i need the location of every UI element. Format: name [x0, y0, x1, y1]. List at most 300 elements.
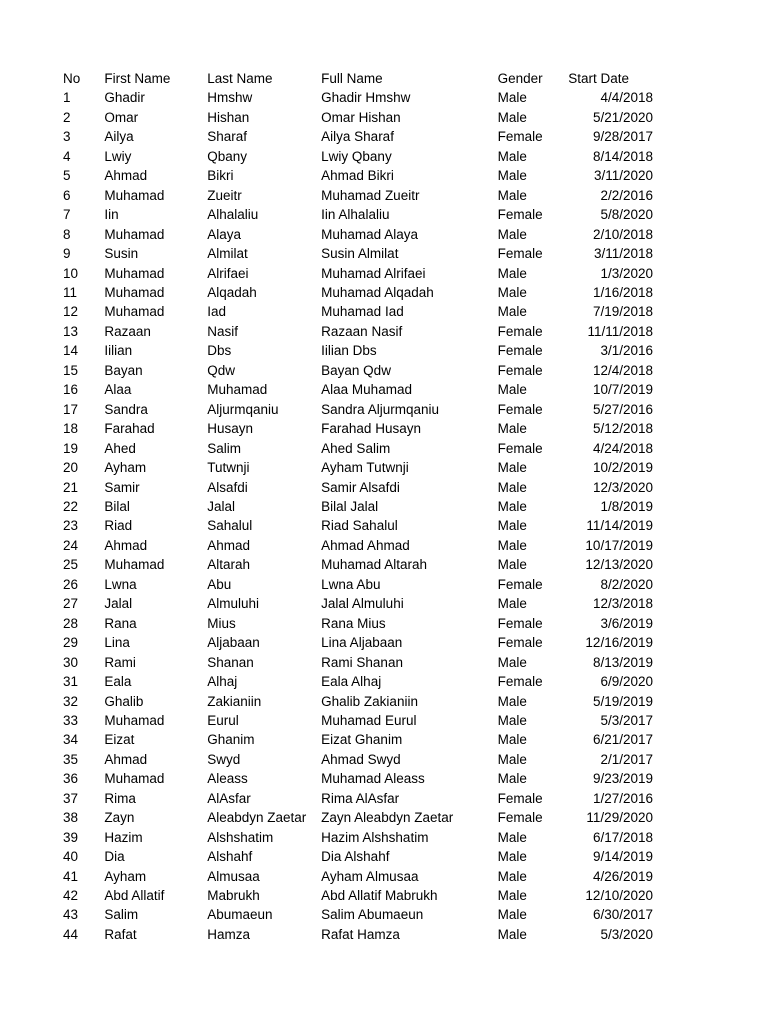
cell-last-name: Nasif — [207, 323, 238, 339]
cell-full-name: Riad Sahalul — [321, 518, 398, 534]
cell-no: 18 — [63, 421, 79, 437]
cell-no: 35 — [63, 751, 79, 767]
cell-first-name: Ailya — [104, 129, 134, 145]
table-row — [63, 575, 653, 594]
cell-full-name: Ailya Sharaf — [321, 129, 394, 145]
cell-first-name: Muhamad — [104, 187, 165, 203]
cell-full-name: Abd Allatif Mabrukh — [321, 888, 438, 904]
cell-no: 32 — [63, 693, 79, 709]
cell-last-name: Almilat — [207, 246, 248, 262]
table-row — [63, 205, 653, 224]
table-row — [63, 828, 653, 847]
cell-start-date: 2/1/2017 — [600, 751, 653, 767]
cell-first-name: Ahed — [104, 440, 136, 456]
cell-last-name: Alshahf — [207, 849, 253, 865]
cell-last-name: Mabrukh — [207, 888, 260, 904]
cell-no: 16 — [63, 382, 79, 398]
cell-first-name: Rami — [104, 654, 136, 670]
cell-gender: Male — [497, 518, 527, 534]
cell-first-name: Lwna — [104, 576, 137, 592]
table-row — [63, 905, 653, 924]
table-row — [63, 886, 653, 905]
cell-start-date: 10/17/2019 — [585, 537, 653, 553]
cell-start-date: 5/12/2018 — [592, 421, 653, 437]
cell-last-name: Husayn — [207, 421, 253, 437]
cell-no: 27 — [63, 596, 79, 612]
cell-first-name: Muhamad — [104, 557, 165, 573]
cell-first-name: Susin — [104, 246, 139, 262]
cell-start-date: 11/14/2019 — [586, 518, 653, 534]
cell-no: 17 — [63, 401, 79, 417]
cell-last-name: Alhaj — [207, 674, 238, 690]
cell-no: 39 — [63, 829, 79, 845]
cell-full-name: Lwiy Qbany — [321, 148, 392, 164]
cell-last-name: Hamza — [207, 926, 250, 942]
cell-full-name: Razaan Nasif — [321, 323, 403, 339]
cell-start-date: 5/3/2020 — [600, 926, 653, 942]
table-row — [63, 497, 653, 516]
table-row — [63, 419, 653, 438]
cell-full-name: Hazim Alshshatim — [321, 829, 429, 845]
table-row — [63, 808, 653, 827]
cell-first-name: Omar — [104, 109, 139, 125]
cell-first-name: Salim — [104, 907, 139, 923]
table-row — [63, 127, 653, 146]
cell-start-date: 8/2/2020 — [600, 576, 653, 592]
cell-last-name: Mius — [207, 615, 236, 631]
cell-start-date: 6/30/2017 — [592, 907, 653, 923]
cell-no: 23 — [63, 518, 79, 534]
cell-full-name: Muhamad Zueitr — [321, 187, 420, 203]
cell-gender: Male — [497, 751, 527, 767]
cell-no: 11 — [63, 284, 78, 300]
cell-no: 38 — [63, 810, 79, 826]
cell-first-name: Dia — [104, 849, 125, 865]
header-row — [63, 69, 653, 88]
header-last-name: Last Name — [207, 71, 273, 86]
table-row — [63, 341, 653, 360]
cell-first-name: Lwiy — [104, 148, 132, 164]
cell-first-name: Riad — [104, 518, 133, 534]
cell-full-name: Lwna Abu — [321, 576, 381, 592]
cell-no: 7 — [63, 207, 71, 223]
cell-first-name: Ayham — [104, 868, 147, 884]
cell-last-name: Jalal — [207, 498, 235, 514]
table-row — [63, 730, 653, 749]
cell-start-date: 11/29/2020 — [586, 810, 653, 826]
cell-no: 31 — [63, 674, 79, 690]
cell-last-name: Alaya — [207, 226, 241, 242]
table-row — [63, 536, 653, 555]
cell-no: 10 — [63, 265, 79, 281]
cell-last-name: Tutwnji — [207, 460, 250, 476]
table-row — [63, 847, 653, 866]
cell-first-name: Lina — [104, 635, 130, 651]
cell-gender: Female — [497, 615, 543, 631]
cell-full-name: Muhamad Eurul — [321, 712, 417, 728]
cell-first-name: Muhamad — [104, 226, 165, 242]
cell-full-name: Rana Mius — [321, 615, 386, 631]
cell-full-name: Muhamad Alqadah — [321, 284, 434, 300]
cell-full-name: Salim Abumaeun — [321, 907, 424, 923]
cell-gender: Female — [497, 207, 543, 223]
cell-gender: Male — [497, 926, 527, 942]
cell-full-name: Ahed Salim — [321, 440, 391, 456]
cell-last-name: Hmshw — [207, 90, 253, 106]
cell-full-name: Omar Hishan — [321, 109, 401, 125]
cell-gender: Female — [497, 790, 543, 806]
cell-start-date: 4/24/2018 — [592, 440, 653, 456]
cell-first-name: Jalal — [104, 596, 133, 612]
cell-last-name: AlAsfar — [207, 790, 251, 806]
cell-full-name: Iilian Dbs — [321, 343, 377, 359]
cell-first-name: Eizat — [104, 732, 135, 748]
cell-no: 3 — [63, 129, 71, 145]
cell-full-name: Samir Alsafdi — [321, 479, 400, 495]
cell-full-name: Muhamad Iad — [321, 304, 404, 320]
cell-first-name: Zayn — [104, 810, 135, 826]
cell-full-name: Ahmad Swyd — [321, 751, 401, 767]
table-row — [63, 633, 653, 652]
cell-full-name: Sandra Aljurmqaniu — [321, 401, 439, 417]
cell-start-date: 8/13/2019 — [592, 654, 653, 670]
cell-last-name: Alhalaliu — [207, 207, 259, 223]
cell-start-date: 2/2/2016 — [600, 187, 653, 203]
cell-first-name: Muhamad — [104, 304, 165, 320]
table-row — [63, 166, 653, 185]
cell-first-name: Alaa — [104, 382, 132, 398]
cell-no: 29 — [63, 635, 79, 651]
cell-full-name: Iin Alhalaliu — [321, 207, 390, 223]
table-row — [63, 711, 653, 730]
cell-last-name: Alsafdi — [207, 479, 248, 495]
cell-gender: Female — [497, 440, 543, 456]
cell-gender: Female — [497, 674, 543, 690]
cell-start-date: 8/14/2018 — [592, 148, 653, 164]
cell-gender: Female — [497, 129, 543, 145]
cell-first-name: Ghadir — [104, 90, 145, 106]
cell-full-name: Jalal Almuluhi — [321, 596, 404, 612]
cell-last-name: Altarah — [207, 557, 250, 573]
cell-start-date: 5/8/2020 — [600, 207, 653, 223]
cell-full-name: Bayan Qdw — [321, 362, 391, 378]
table-row — [63, 594, 653, 613]
cell-full-name: Alaa Muhamad — [321, 382, 412, 398]
cell-no: 6 — [63, 187, 71, 203]
cell-last-name: Aleabdyn Zaetar — [207, 810, 307, 826]
cell-full-name: Muhamad Aleass — [321, 771, 425, 787]
cell-full-name: Dia Alshahf — [321, 849, 390, 865]
cell-full-name: Eizat Ghanim — [321, 732, 403, 748]
cell-last-name: Almusaa — [207, 868, 260, 884]
cell-first-name: Rana — [104, 615, 137, 631]
table-row — [63, 925, 653, 944]
cell-first-name: Hazim — [104, 829, 143, 845]
cell-start-date: 2/10/2018 — [592, 226, 653, 242]
cell-no: 37 — [63, 790, 79, 806]
cell-full-name: Bilal Jalal — [321, 498, 379, 514]
cell-no: 20 — [63, 460, 79, 476]
cell-last-name: Aljurmqaniu — [207, 401, 279, 417]
cell-no: 36 — [63, 771, 79, 787]
cell-no: 42 — [63, 888, 79, 904]
cell-no: 9 — [63, 246, 71, 262]
table-row — [63, 322, 653, 341]
cell-first-name: Muhamad — [104, 284, 165, 300]
cell-gender: Male — [497, 888, 527, 904]
cell-no: 15 — [63, 362, 79, 378]
cell-start-date: 9/14/2019 — [592, 849, 653, 865]
cell-start-date: 1/16/2018 — [592, 284, 653, 300]
cell-gender: Male — [497, 187, 527, 203]
table-row — [63, 225, 653, 244]
cell-no: 1 — [63, 90, 71, 106]
cell-full-name: Ghadir Hmshw — [321, 90, 411, 106]
table-row — [63, 439, 653, 458]
cell-start-date: 9/23/2019 — [592, 771, 653, 787]
cell-full-name: Ayham Tutwnji — [321, 460, 409, 476]
header-no: No — [63, 71, 81, 86]
cell-last-name: Abu — [207, 576, 232, 592]
cell-start-date: 5/19/2019 — [592, 693, 653, 709]
cell-no: 13 — [63, 323, 79, 339]
cell-last-name: Aleass — [207, 771, 248, 787]
cell-gender: Male — [497, 304, 527, 320]
cell-start-date: 3/11/2020 — [593, 168, 653, 184]
cell-gender: Female — [497, 401, 543, 417]
cell-last-name: Bikri — [207, 168, 234, 184]
cell-first-name: Ahmad — [104, 537, 148, 553]
table-row — [63, 361, 653, 380]
cell-no: 41 — [63, 868, 79, 884]
cell-first-name: Ahmad — [104, 168, 148, 184]
cell-full-name: Ahmad Ahmad — [321, 537, 410, 553]
table-row — [63, 108, 653, 127]
cell-start-date: 5/27/2016 — [592, 401, 653, 417]
cell-last-name: Alrifaei — [207, 265, 249, 281]
table-row — [63, 516, 653, 535]
cell-full-name: Rami Shanan — [321, 654, 403, 670]
cell-start-date: 12/3/2020 — [592, 479, 653, 495]
cell-full-name: Ahmad Bikri — [321, 168, 394, 184]
cell-first-name: Rafat — [104, 926, 137, 942]
cell-start-date: 10/7/2019 — [592, 382, 653, 398]
cell-no: 25 — [63, 557, 79, 573]
cell-start-date: 4/4/2018 — [600, 90, 653, 106]
cell-gender: Male — [497, 537, 527, 553]
table-row — [63, 769, 653, 788]
cell-start-date: 12/16/2019 — [585, 635, 653, 651]
table-body — [63, 88, 653, 944]
cell-first-name: Muhamad — [104, 712, 165, 728]
cell-last-name: Salim — [207, 440, 241, 456]
cell-last-name: Ahmad — [207, 537, 250, 553]
cell-start-date: 12/13/2020 — [585, 557, 653, 573]
cell-first-name: Muhamad — [104, 265, 165, 281]
cell-first-name: Ghalib — [104, 693, 144, 709]
cell-gender: Female — [497, 246, 543, 262]
cell-gender: Female — [497, 576, 543, 592]
cell-gender: Male — [497, 712, 527, 728]
cell-last-name: Aljabaan — [207, 635, 260, 651]
cell-gender: Male — [497, 226, 527, 242]
cell-first-name: Bayan — [104, 362, 143, 378]
header-first-name: First Name — [104, 71, 171, 86]
cell-gender: Male — [497, 771, 527, 787]
table-row — [63, 88, 653, 107]
cell-gender: Male — [497, 829, 527, 845]
cell-last-name: Almuluhi — [207, 596, 259, 612]
cell-gender: Male — [497, 265, 527, 281]
cell-gender: Male — [497, 168, 527, 184]
cell-first-name: Muhamad — [104, 771, 165, 787]
table-row — [63, 692, 653, 711]
cell-gender: Male — [497, 849, 527, 865]
cell-last-name: Zakianiin — [207, 693, 262, 709]
cell-full-name: Lina Aljabaan — [321, 635, 403, 651]
cell-no: 22 — [63, 498, 79, 514]
cell-start-date: 7/19/2018 — [592, 304, 653, 320]
cell-start-date: 3/6/2019 — [600, 615, 653, 631]
cell-gender: Male — [497, 479, 527, 495]
cell-start-date: 5/21/2020 — [592, 109, 653, 125]
table-row — [63, 653, 653, 672]
cell-gender: Male — [497, 90, 527, 106]
cell-last-name: Sharaf — [207, 129, 247, 145]
cell-start-date: 6/21/2017 — [592, 732, 653, 748]
table-row — [63, 302, 653, 321]
table-row — [63, 380, 653, 399]
spreadsheet-page — [63, 69, 663, 944]
cell-last-name: Qdw — [207, 362, 235, 378]
cell-first-name: Eala — [104, 674, 132, 690]
cell-first-name: Ahmad — [104, 751, 148, 767]
header-gender: Gender — [497, 71, 543, 86]
cell-last-name: Zueitr — [207, 187, 242, 203]
cell-gender: Female — [497, 343, 543, 359]
cell-no: 33 — [63, 712, 79, 728]
cell-gender: Male — [497, 596, 527, 612]
cell-start-date: 6/9/2020 — [600, 674, 653, 690]
table-row — [63, 244, 653, 263]
cell-start-date: 6/17/2018 — [592, 829, 653, 845]
cell-gender: Male — [497, 148, 527, 164]
cell-last-name: Iad — [207, 304, 226, 320]
cell-start-date: 12/4/2018 — [592, 362, 653, 378]
cell-no: 28 — [63, 615, 79, 631]
cell-no: 4 — [63, 148, 71, 164]
cell-gender: Female — [497, 635, 543, 651]
table-row — [63, 867, 653, 886]
cell-start-date: 12/3/2018 — [592, 596, 653, 612]
cell-first-name: Samir — [104, 479, 140, 495]
cell-last-name: Alshshatim — [207, 829, 274, 845]
cell-last-name: Alqadah — [207, 284, 257, 300]
cell-full-name: Rima AlAsfar — [321, 790, 400, 806]
cell-full-name: Farahad Husayn — [321, 421, 421, 437]
table-row — [63, 614, 653, 633]
cell-last-name: Shanan — [207, 654, 254, 670]
cell-no: 34 — [63, 732, 79, 748]
cell-full-name: Muhamad Alrifaei — [321, 265, 426, 281]
cell-no: 21 — [63, 479, 79, 495]
cell-no: 19 — [63, 440, 79, 456]
table-row — [63, 458, 653, 477]
cell-first-name: Abd Allatif — [104, 888, 165, 904]
cell-last-name: Sahalul — [207, 518, 253, 534]
cell-start-date: 5/3/2017 — [600, 712, 653, 728]
cell-gender: Male — [497, 109, 527, 125]
cell-last-name: Eurul — [207, 712, 239, 728]
cell-start-date: 1/3/2020 — [600, 265, 653, 281]
cell-first-name: Rima — [104, 790, 136, 806]
cell-last-name: Abumaeun — [207, 907, 273, 923]
cell-first-name: Iilian — [104, 343, 133, 359]
cell-full-name: Eala Alhaj — [321, 674, 382, 690]
cell-gender: Male — [497, 557, 527, 573]
cell-full-name: Muhamad Altarah — [321, 557, 427, 573]
cell-no: 2 — [63, 109, 71, 125]
cell-no: 43 — [63, 907, 79, 923]
cell-first-name: Ayham — [104, 460, 147, 476]
cell-gender: Male — [497, 382, 527, 398]
table-row — [63, 283, 653, 302]
cell-full-name: Muhamad Alaya — [321, 226, 418, 242]
cell-start-date: 3/1/2016 — [600, 343, 653, 359]
cell-last-name: Dbs — [207, 343, 232, 359]
cell-last-name: Muhamad — [207, 382, 268, 398]
cell-gender: Female — [497, 810, 543, 826]
cell-gender: Male — [497, 732, 527, 748]
employee-table — [63, 69, 653, 944]
header-start-date: Start Date — [568, 71, 629, 86]
cell-last-name: Qbany — [207, 148, 247, 164]
cell-last-name: Swyd — [207, 751, 241, 767]
table-row — [63, 147, 653, 166]
table-row — [63, 672, 653, 691]
table-row — [63, 400, 653, 419]
table-row — [63, 186, 653, 205]
cell-start-date: 12/10/2020 — [585, 888, 653, 904]
cell-start-date: 1/27/2016 — [592, 790, 653, 806]
cell-first-name: Iin — [104, 207, 119, 223]
table-row — [63, 555, 653, 574]
cell-start-date: 3/11/2018 — [593, 246, 653, 262]
cell-first-name: Sandra — [104, 401, 148, 417]
cell-no: 12 — [63, 304, 79, 320]
cell-gender: Female — [497, 323, 543, 339]
cell-gender: Male — [497, 654, 527, 670]
cell-start-date: 9/28/2017 — [592, 129, 653, 145]
cell-gender: Female — [497, 362, 543, 378]
cell-first-name: Bilal — [104, 498, 130, 514]
cell-last-name: Ghanim — [207, 732, 255, 748]
cell-last-name: Hishan — [207, 109, 250, 125]
cell-gender: Male — [497, 284, 527, 300]
cell-start-date: 10/2/2019 — [592, 460, 653, 476]
cell-gender: Male — [497, 693, 527, 709]
cell-gender: Male — [497, 421, 527, 437]
cell-full-name: Zayn Aleabdyn Zaetar — [321, 810, 454, 826]
cell-start-date: 4/26/2019 — [592, 868, 653, 884]
cell-gender: Male — [497, 498, 527, 514]
cell-gender: Male — [497, 460, 527, 476]
cell-start-date: 11/11/2018 — [587, 323, 653, 339]
cell-gender: Male — [497, 907, 527, 923]
cell-no: 8 — [63, 226, 71, 242]
cell-full-name: Ayham Almusaa — [321, 868, 419, 884]
cell-no: 24 — [63, 537, 79, 553]
